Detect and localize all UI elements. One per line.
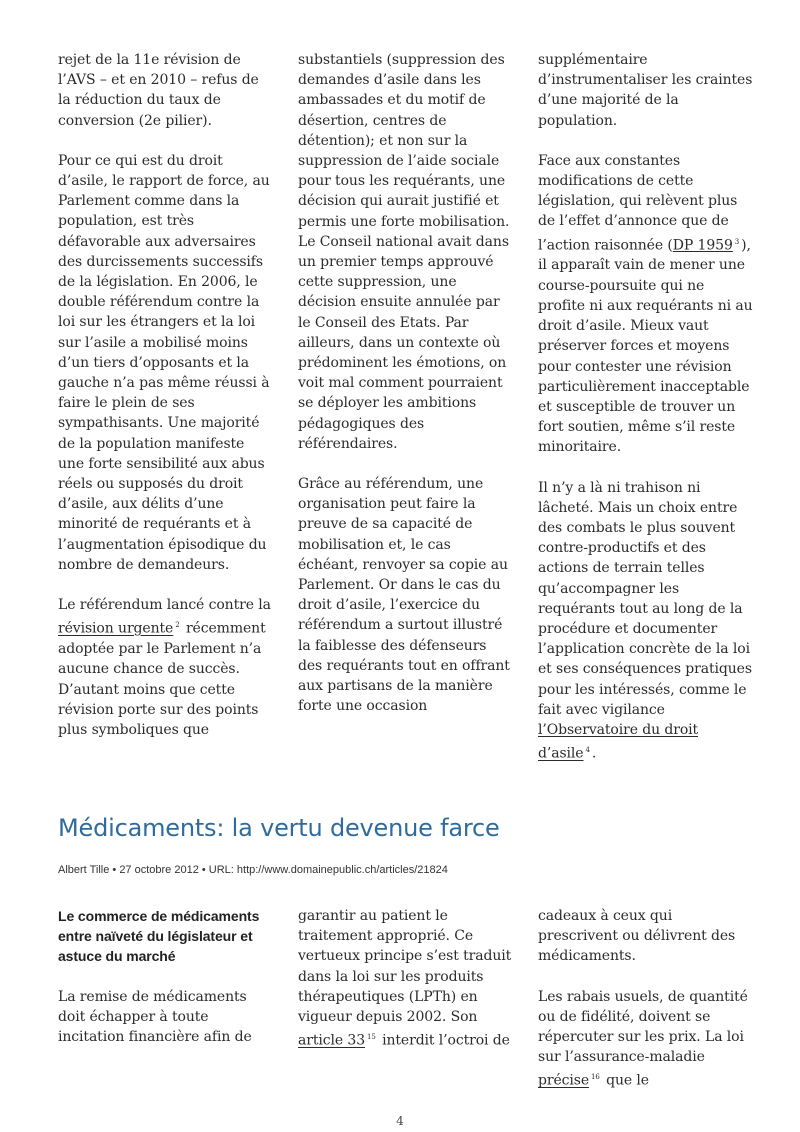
link-revision-urgente[interactable]: révision urgente [58, 620, 174, 637]
paragraph-text: que le [606, 1073, 649, 1090]
footnote-marker: 15 [367, 1033, 376, 1042]
link-dp-1959[interactable]: DP 1959 [672, 237, 733, 254]
paragraph: cadeaux à ceux qui prescrivent ou délivrent des médicaments. [538, 908, 736, 965]
top-column-3 [538, 50, 753, 784]
paragraph [58, 595, 273, 740]
footnote-marker: 4 [585, 746, 590, 755]
paragraph: substantiels (suppression des demandes d’asile dans les ambassades et du motif de désertion, centres de détention); et non sur la suppression de l’aide sociale pour tous les requérants, une décision qui aurait justifié et permis une forte mobilisation. Le Conseil national avait dans un premier temps approuvé cette suppression, une décision ensuite annulée par le Conseil des Etats. Par ailleurs, dans un contexte où prédominent les émotions, on voit mal comment pourraient se déployer les ambitions pédagogiques des référendaires. [298, 52, 510, 452]
paragraph [298, 906, 513, 1051]
paragraph: Pour ce qui est du droit d’asile, le rapport de force, au Parlement comme dans la population, est très défavorable aux adversaires des durcissements successifs de la législation. En 2006, le double référendum contre la loi sur les étrangers et la loi sur l’asile a mobilisé moins d’un tiers d’opposants et la gauche n’a pas même réussi à faire le plein de ses sympathisants. Une majorité de la population manifeste une forte sensibilité aux abus réels ou supposés du droit d’asile, aux délits d’une minorité de requérants et à l’augmentation épisodique du nombre de demandeurs. [58, 152, 270, 573]
link-precise[interactable]: précise [538, 1073, 590, 1090]
article-title: Médicaments: la vertu devenue farce [58, 814, 500, 842]
article-column-1 [58, 906, 273, 1067]
article-column-2 [298, 906, 513, 1071]
paragraph-text: . [591, 745, 597, 762]
article-column-3 [538, 906, 753, 1111]
article-subhead: Le commerce de médicaments entre naïveté du législateur et astuce du marché [58, 908, 260, 965]
paragraph-text: récemment adoptée par le Parlement n’a aucune chance de succès. D’autant moins que cette révision porte sur des points plus symboliques que [58, 620, 266, 738]
footnote-marker: 2 [175, 621, 180, 630]
paragraph-text: Il n’y a là ni trahison ni lâcheté. Mais un choix entre des combats le plus souvent contre-productifs et des actions de terrain telles qu’accompagner les requérants tout au long de la procédure et documenter l’application concrète de la loi et ses conséquences pratiques pour les intéressés, comme le fait avec vigilance [538, 479, 752, 718]
link-observatoire-droit-asile[interactable]: l’Observatoire du droit d’asile [538, 721, 699, 762]
paragraph [538, 151, 753, 458]
paragraph-text: garantir au patient le traitement approprié. Ce vertueux principe s’est traduit dans la loi sur les produits thérapeutiques (LPTh) en vigueur depuis 2002. Son [298, 908, 512, 1026]
paragraph-text: interdit l’octroi de [382, 1032, 510, 1049]
paragraph: La remise de médicaments doit échapper à toute incitation financière afin de [58, 988, 252, 1046]
paragraph-text: Face aux constantes modifications de cette législation, qui relèvent plus de l’effet d’annonce que de l’action raisonnée ( [538, 152, 738, 254]
paragraph-text: Le référendum lancé contre la [58, 597, 271, 614]
top-column-1 [58, 50, 273, 760]
top-column-2 [298, 50, 513, 737]
paragraph-text: ), il apparaît vain de mener une course-poursuite qui ne profite ni aux requérants ni au droit d’asile. Mieux vaut préserver forces et moyens pour contester une révision particulièrement inacceptable et susceptible de trouver un fort soutien, même s’il reste minoritaire. [538, 237, 753, 456]
paragraph: Grâce au référendum, une organisation peut faire la preuve de sa capacité de mobilisation et, le cas échéant, renvoyer sa copie au Parlement. Or dans le cas du droit d’asile, l’exercice du référendum a surtout illustré la faiblesse des défenseurs des requérants tout en offrant aux partisans de la manière forte une occasion [298, 476, 510, 715]
link-article-33[interactable]: article 33 [298, 1032, 366, 1049]
paragraph [538, 987, 753, 1092]
page-number: 4 [396, 1114, 404, 1128]
article-byline: Albert Tille • 27 octobre 2012 • URL: http://www.domainepublic.ch/articles/21824 [58, 864, 448, 876]
paragraph-text: Les rabais usuels, de quantité ou de fidélité, doivent se répercuter sur les prix. La loi sur l’assurance-maladie [538, 988, 748, 1066]
footnote-marker: 3 [734, 237, 740, 246]
footnote-marker: 16 [591, 1073, 600, 1082]
paragraph: supplémentaire d’instrumentaliser les craintes d’une majorité de la population. [538, 52, 753, 129]
paragraph [538, 478, 753, 765]
paragraph: rejet de la 11e révision de l’AVS – et en 2010 – refus de la réduction du taux de conversion (2e pilier). [58, 52, 259, 129]
